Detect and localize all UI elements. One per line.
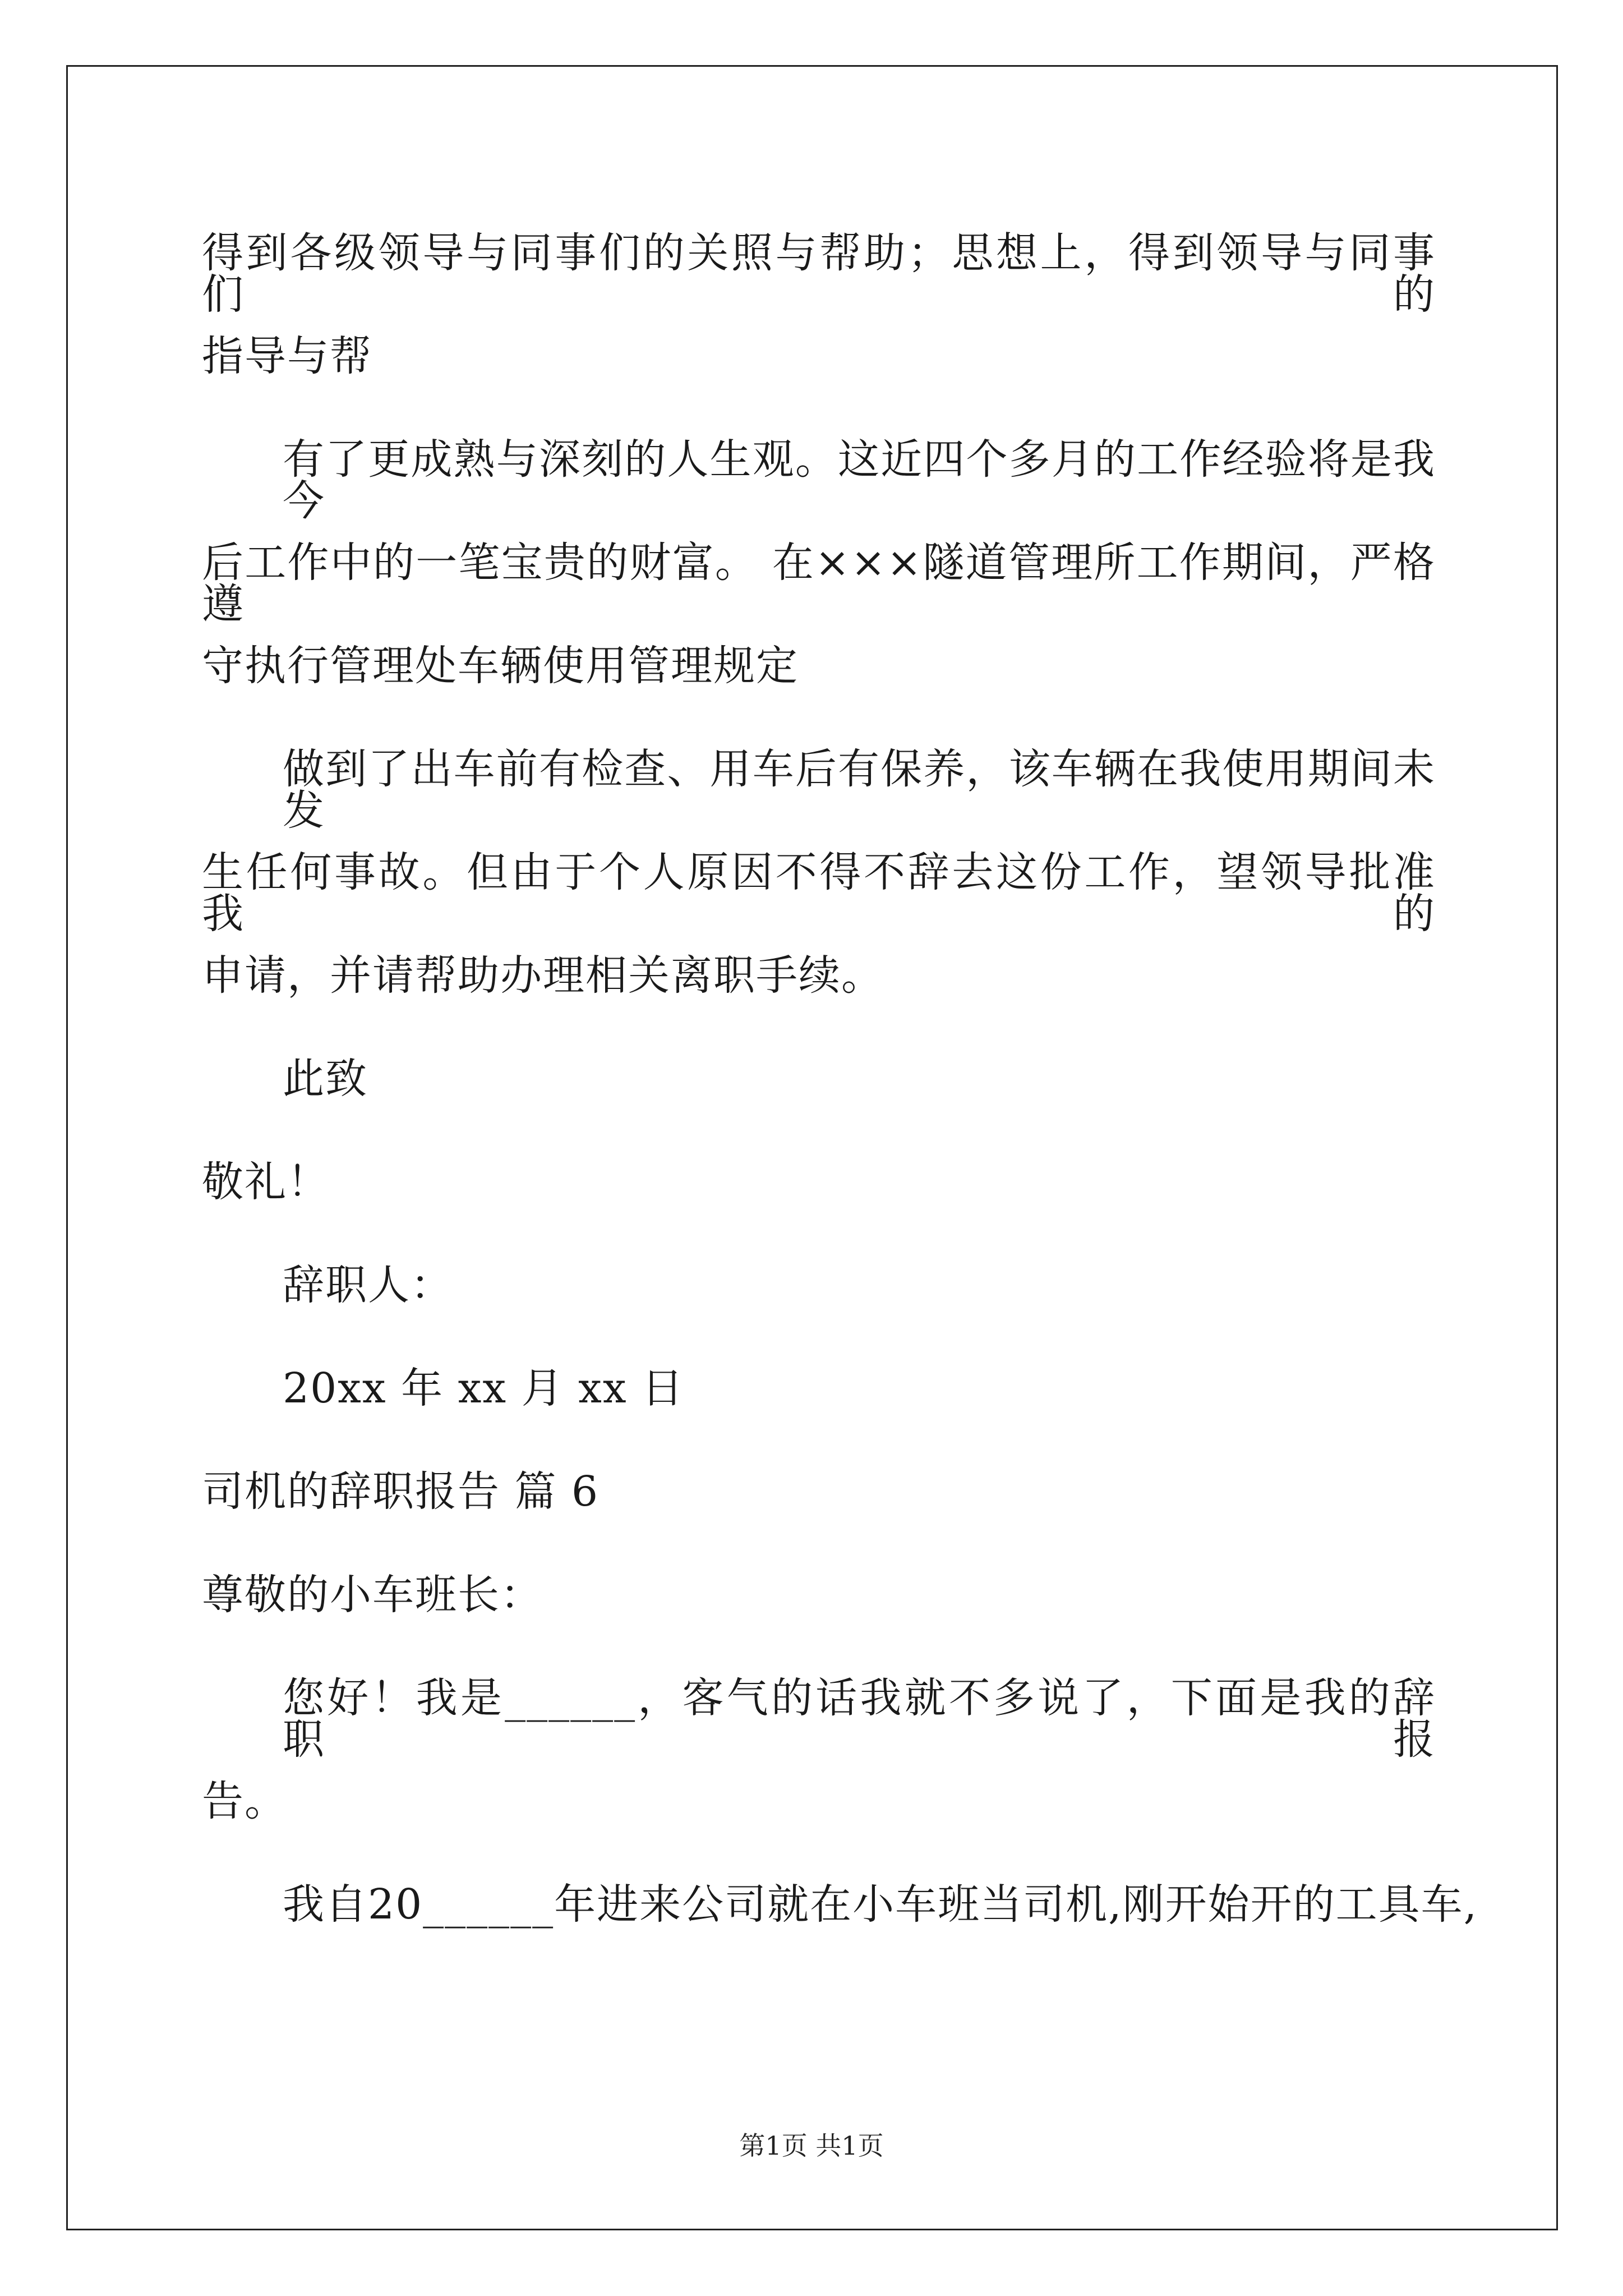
text-line-15: 您好！我是______，客气的话我就不多说了，下面是我的辞职报 [283, 1674, 1436, 1764]
text-line-3: 有了更成熟与深刻的人生观。这近四个多月的工作经验将是我今 [283, 435, 1436, 525]
text-line-2: 指导与帮 [202, 332, 372, 380]
text-line-16: 告。 [202, 1777, 287, 1825]
closing-salutation: 此致 [283, 1055, 368, 1103]
page-footer: 第1页 共1页 [739, 2131, 884, 2161]
text-line-5: 守执行管理处车辆使用管理规定 [202, 642, 799, 690]
signature-label: 辞职人： [283, 1261, 453, 1309]
closing-respect: 敬礼！ [202, 1158, 330, 1206]
text-line-1: 得到各级领导与同事们的关照与帮助；思想上，得到领导与同事们的 [202, 229, 1436, 319]
text-line-17: 我自20______年进来公司就在小车班当司机,刚开始开的工具车, [283, 1880, 1478, 1929]
text-line-6: 做到了出车前有检查、用车后有保养，该车辆在我使用期间未发 [283, 745, 1436, 835]
greeting: 尊敬的小车班长： [202, 1571, 543, 1619]
text-line-8: 申请，并请帮助办理相关离职手续。 [202, 951, 884, 1000]
text-line-7: 生任何事故。但由于个人原因不得不辞去这份工作，望领导批准我的 [202, 848, 1436, 938]
section-title: 司机的辞职报告 篇 6 [202, 1467, 600, 1516]
date-line: 20xx 年 xx 月 xx 日 [283, 1364, 685, 1412]
text-line-4: 后工作中的一笔宝贵的财富。 在×××隧道管理所工作期间，严格遵 [202, 539, 1436, 628]
